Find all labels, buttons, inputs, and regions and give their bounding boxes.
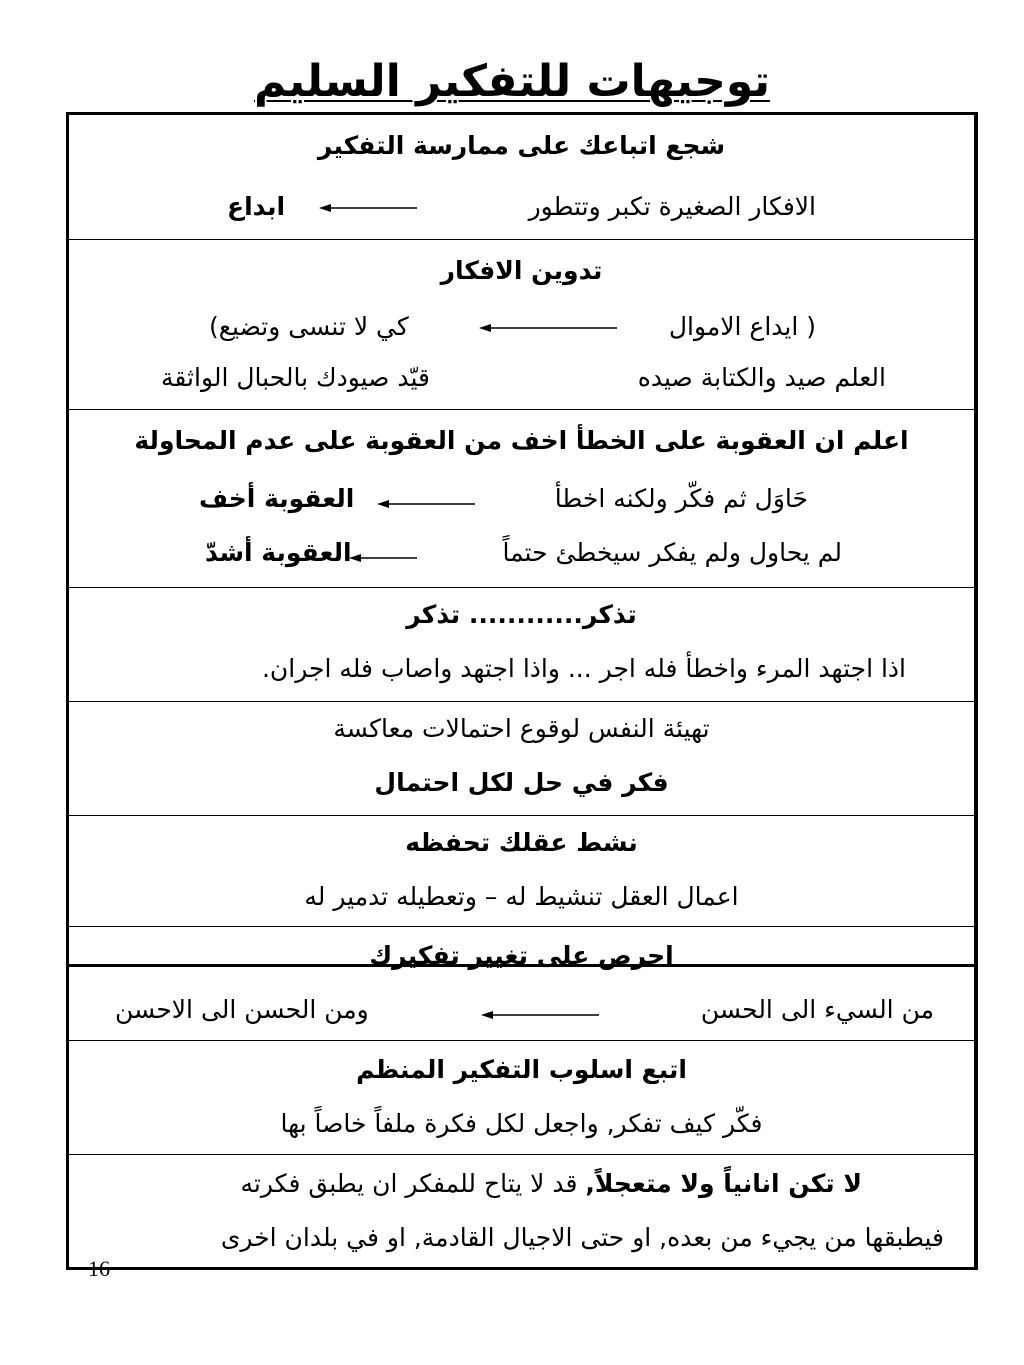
section-activate-mind — [69, 815, 974, 929]
row-result: العقوبة أخف — [199, 484, 355, 513]
left-arrow-icon — [349, 536, 419, 570]
section-heading: احرص على تغيير تفكيرك — [369, 941, 674, 970]
row-text-right: من السيء الى الحسن — [700, 995, 934, 1024]
section-body: فكّر كيف تفكر, واجعل لكل فكرة ملفاً خاصاً بها — [280, 1109, 763, 1138]
section-line: تهيئة النفس لوقوع احتمالات معاكسة — [333, 714, 710, 743]
row-text-left: ومن الحسن الى الاحسن — [115, 995, 369, 1024]
section-row — [69, 993, 974, 1027]
row-result: ابداع — [227, 192, 286, 221]
row-result: كي لا تنسى وتضيع) — [209, 312, 409, 341]
section-heading: فكر في حل لكل احتمال — [374, 768, 669, 797]
left-arrow-icon — [377, 482, 477, 516]
content-frame — [66, 112, 978, 967]
section-line — [69, 1167, 974, 1201]
section-body: اعمال العقل تنشيط له – وتعطيله تدمير له — [304, 882, 739, 911]
row-text-right: العلم صيد والكتابة صيده — [637, 363, 886, 392]
section-row — [69, 361, 974, 395]
section-organized-thinking — [66, 1040, 978, 1154]
section-row — [69, 310, 974, 344]
section-line-2: فيطبقها من يجيء من بعده, او حتى الاجيال القادمة, او في بلدان اخرى — [220, 1223, 944, 1252]
row-text: لم يحاول ولم يفكر سيخطئ حتماً — [502, 538, 842, 567]
row-text-left: قيّد صيودك بالحبال الواثقة — [161, 363, 430, 392]
section-not-selfish — [66, 1154, 978, 1270]
section-change-thinking — [66, 926, 978, 1040]
section-body: اذا اجتهد المرء واخطأ فله اجر ... واذا اجتهد واصاب فله اجران. — [261, 654, 906, 683]
line-text: قد لا يتاح للمفكر ان يطبق فكرته — [240, 1169, 586, 1198]
emphasis-text: لا تكن انانياً ولا متعجلاً, — [585, 1169, 862, 1198]
section-heading: تذكر............ تذكر — [406, 600, 637, 629]
left-arrow-icon — [481, 993, 601, 1027]
section-heading: تدوين الافكار — [440, 256, 603, 285]
section-punishment — [69, 409, 974, 587]
row-text: ( ايداع الاموال — [668, 312, 816, 341]
row-text: حَاوَل ثم فكّر ولكنه اخطأ — [554, 484, 808, 513]
row-text: الافكار الصغيرة تكبر وتتطور — [528, 192, 816, 221]
section-record-ideas — [69, 239, 974, 409]
section-heading: شجع اتباعك على ممارسة التفكير — [317, 131, 726, 160]
section-row — [69, 536, 974, 570]
section-encourage-thinking — [69, 115, 974, 239]
section-prepare — [69, 701, 974, 815]
section-row — [69, 482, 974, 516]
section-heading: نشط عقلك تحفظه — [405, 828, 638, 857]
page-number: 16 — [88, 1256, 110, 1281]
section-row — [69, 190, 974, 224]
section-heading: اتبع اسلوب التفكير المنظم — [356, 1055, 687, 1084]
page-title: توجيهات للتفكير السليم — [253, 56, 771, 107]
row-result: العقوبة أشدّ — [205, 538, 352, 567]
left-arrow-icon — [479, 310, 619, 344]
section-heading: اعلم ان العقوبة على الخطأ اخف من العقوبة على عدم المحاولة — [134, 426, 909, 455]
left-arrow-icon — [319, 190, 419, 224]
section-remember — [69, 587, 974, 701]
